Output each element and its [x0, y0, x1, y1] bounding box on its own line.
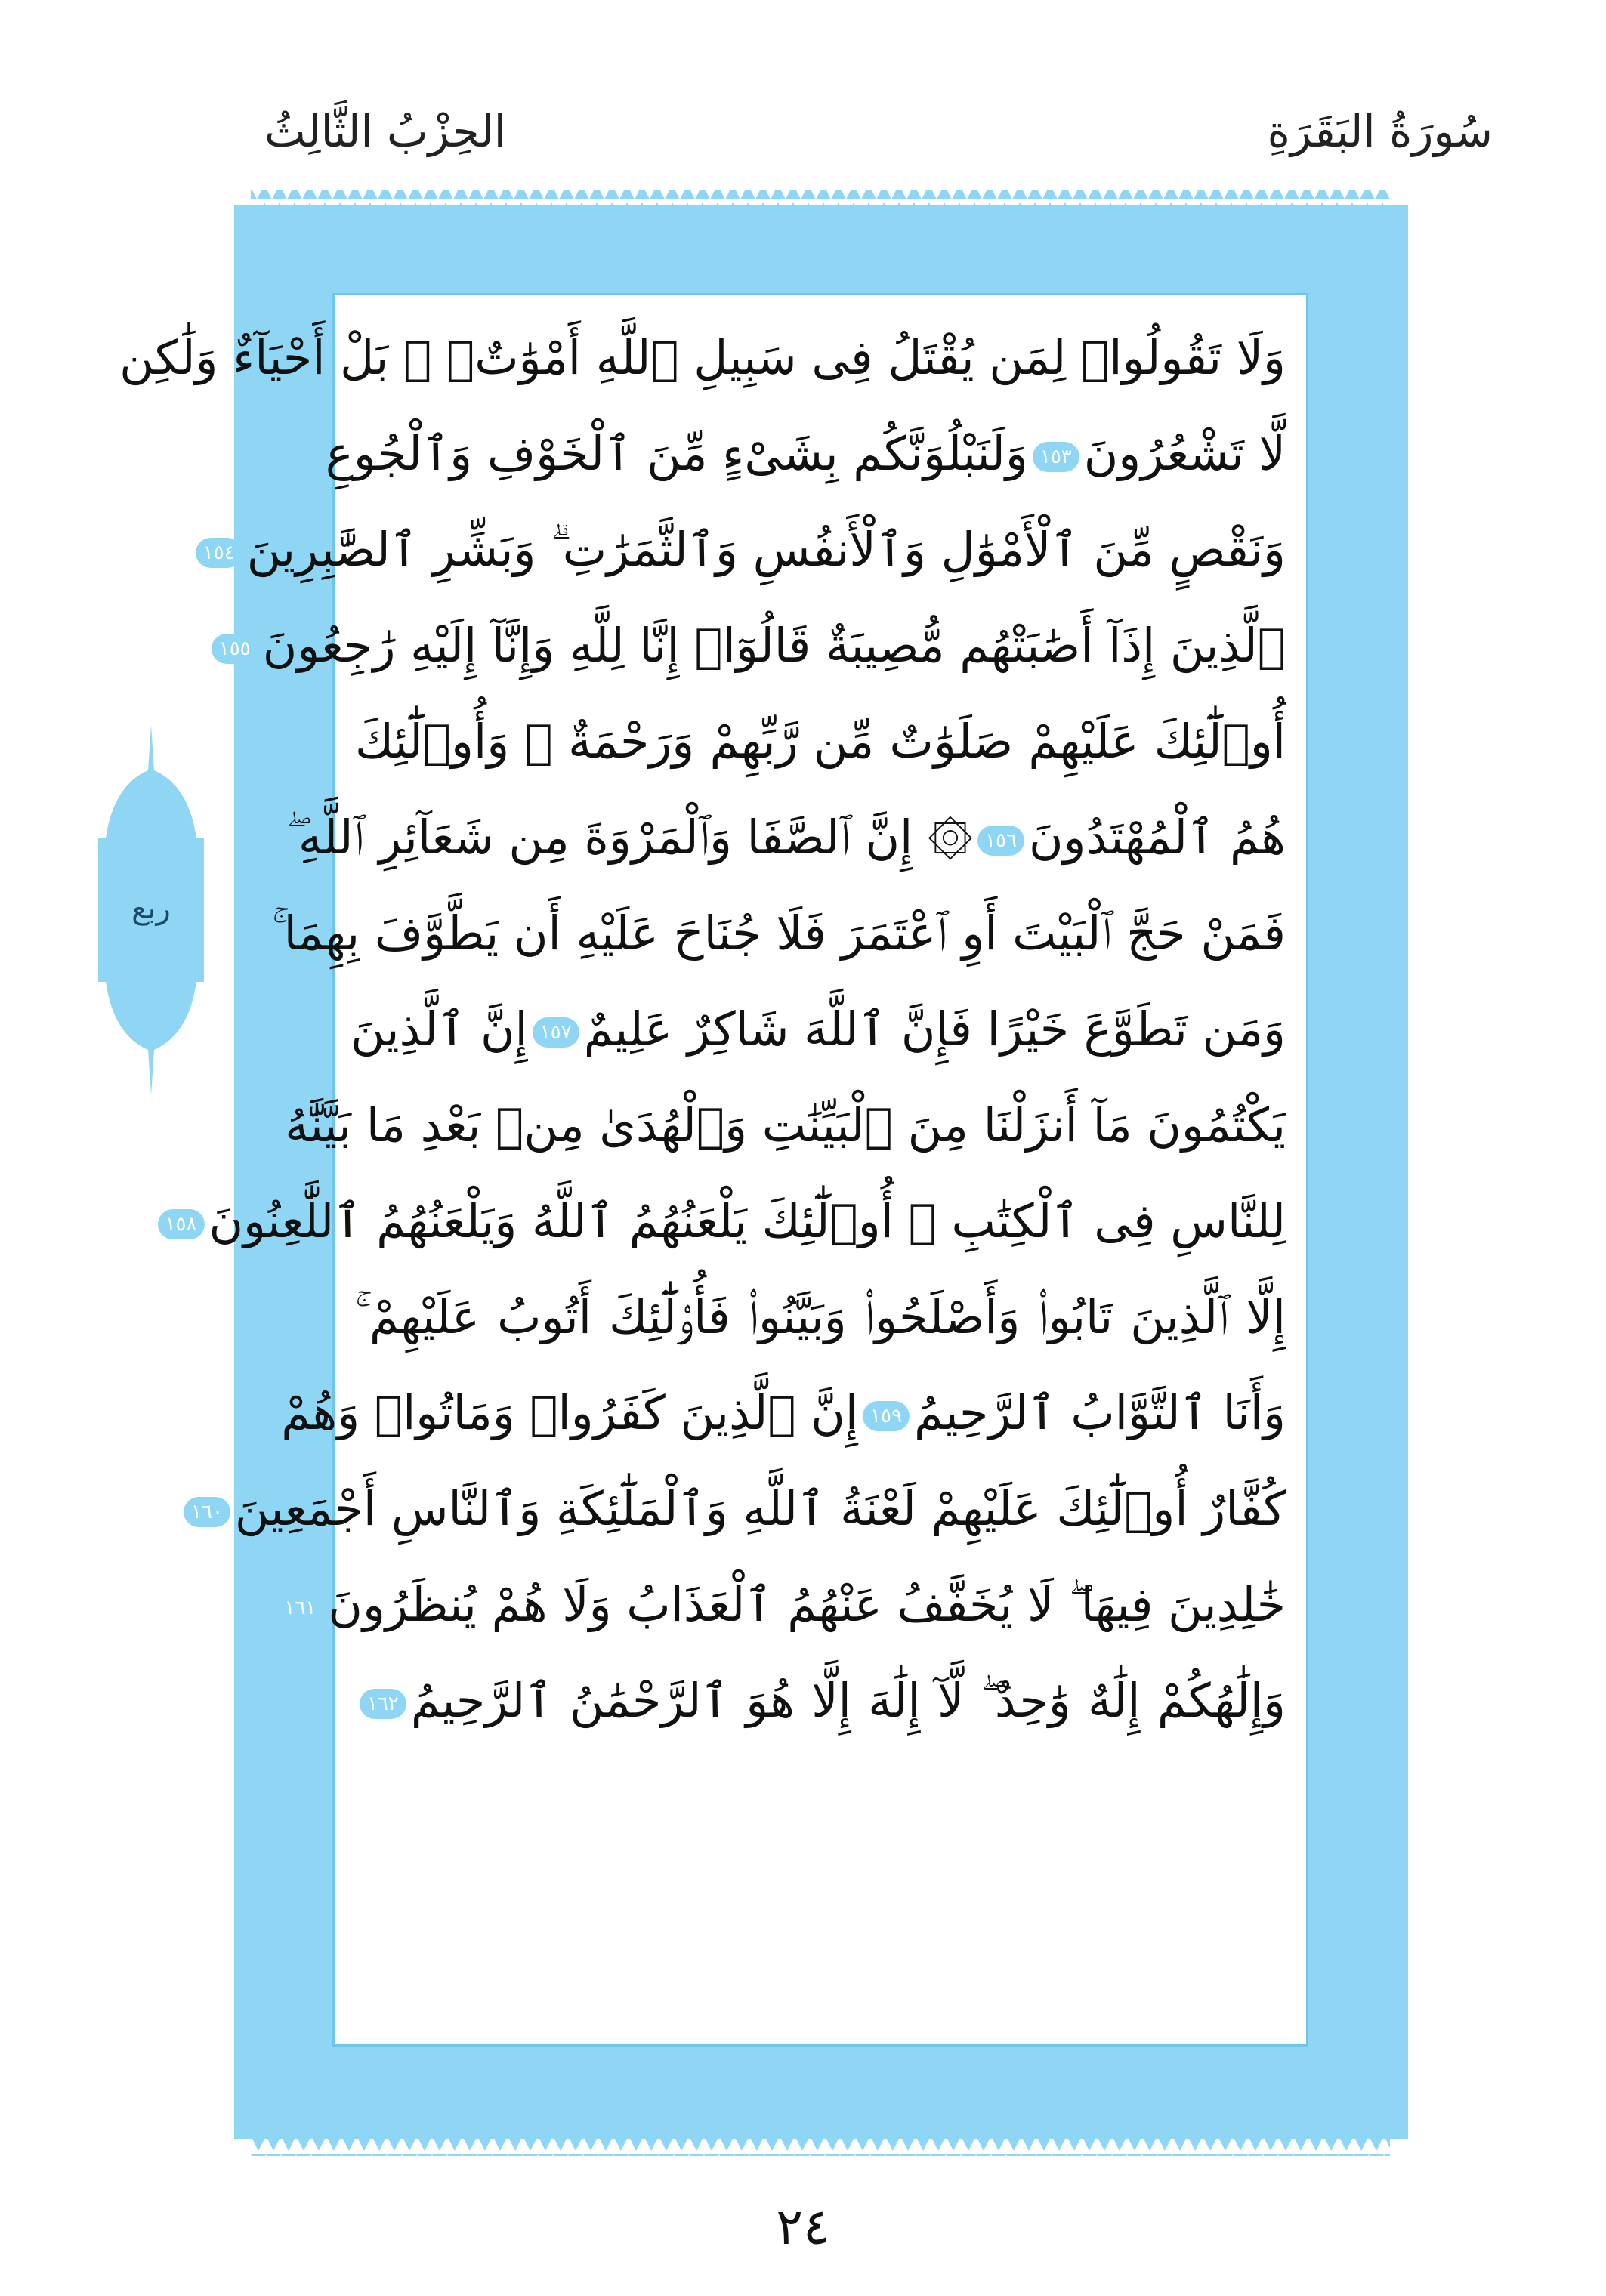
verse-text: وَنَقْصٍ مِّنَ ٱلْأَمْوَٰلِ وَٱلْأَنفُسِ وَٱلثَّمَرَٰتِ ۗ وَبَشِّرِ ٱلصَّٰبِرِينَ — [246, 522, 1286, 577]
ayah-number-marker: ١٥٦ — [977, 826, 1024, 856]
verse-text-continued: وَلَنَبْلُوَنَّكُم بِشَىْءٍ مِّنَ ٱلْخَوْفِ وَٱلْجُوعِ — [325, 426, 1028, 481]
ayah-number-marker: ١٦١ — [277, 1593, 324, 1623]
hizb-title: الحِزْبُ الثَّالِثُ — [264, 106, 506, 157]
verse-text: وَإِلَٰهُكُمْ إِلَٰهٌ وَٰحِدٌ ۖ لَّآ إِلَٰهَ إِلَّا هُوَ ٱلرَّحْمَٰنُ ٱلرَّحِيمُ — [410, 1673, 1286, 1728]
verse-text: وَمَن تَطَوَّعَ خَيْرًا فَإِنَّ ٱللَّهَ شَاكِرٌ عَلِيمٌ — [583, 1001, 1286, 1057]
verse-text: كُفَّارٌ أُو۟لَٰٓئِكَ عَلَيْهِمْ لَعْنَةُ ٱللَّهِ وَٱلْمَلَٰٓئِكَةِ وَٱلنَّاسِ أَجْمَعِينَ — [234, 1481, 1286, 1536]
verse-text: خَٰلِدِينَ فِيهَا ۖ لَا يُخَفَّفُ عَنْهُمُ ٱلْعَذَابُ وَلَا هُمْ يُنظَرُونَ — [328, 1577, 1286, 1632]
rub-marker-label: ربع — [131, 891, 171, 926]
surah-title: سُورَةُ البَقَرَةِ — [1267, 106, 1493, 157]
ayah-number-marker: ١٦٢ — [360, 1689, 406, 1719]
ayah-number-marker: ١٥٣ — [1033, 442, 1079, 472]
verse-text: لِلنَّاسِ فِى ٱلْكِتَٰبِ ۙ أُو۟لَٰٓئِكَ يَلْعَنُهُمُ ٱللَّهُ وَيَلْعَنُهُمُ ٱللَّٰعِنُونَ — [208, 1193, 1286, 1248]
verse-text: أُو۟لَٰٓئِكَ عَلَيْهِمْ صَلَوَٰتٌ مِّن رَّبِّهِمْ وَرَحْمَةٌ ۖ وَأُو۟لَٰٓئِكَ — [355, 714, 1286, 769]
ayah-number-marker: ١٥٧ — [533, 1017, 579, 1048]
verse-text: وَأَنَا ٱلتَّوَّابُ ٱلرَّحِيمُ — [913, 1385, 1286, 1440]
verse-text: إِلَّا ٱلَّذِينَ تَابُوا۟ وَأَصْلَحُوا۟ وَبَيَّنُوا۟ فَأُو۟لَٰٓئِكَ أَتُوبُ عَلَيْهِمْ ۚ — [355, 1289, 1286, 1344]
verse-line — [202, 501, 1286, 597]
verse-text: وَلَا تَقُولُوا۟ لِمَن يُقْتَلُ فِى سَبِيلِ ٱللَّهِ أَمْوَٰتٌۢ ۚ بَلْ أَحْيَآءٌ وَلَٰكِن — [119, 330, 1286, 385]
verse-text-continued: ۞ إِنَّ ٱلصَّفَا وَٱلْمَرْوَةَ مِن شَعَآئِرِ ٱللَّهِ ۖ — [286, 810, 974, 865]
verse-line — [218, 597, 1286, 693]
verse-text: ٱلَّذِينَ إِذَآ أَصَٰبَتْهُم مُّصِيبَةٌ قَالُوٓا۟ إِنَّا لِلَّهِ وَإِنَّآ إِلَيْهِ رَٰجِعُونَ — [262, 618, 1286, 673]
ayah-number-marker: ١٦٠ — [184, 1497, 230, 1527]
verse-text: يَكْتُمُونَ مَآ أَنزَلْنَا مِنَ ٱلْبَيِّنَٰتِ وَٱلْهُدَىٰ مِنۢ بَعْدِ مَا بَيَّنَّٰهُ — [285, 1097, 1286, 1153]
verse-line — [325, 406, 1286, 501]
verse-line — [165, 1173, 1286, 1269]
verse-line — [281, 1365, 1286, 1461]
ayah-number-marker: ١٥٨ — [158, 1209, 205, 1239]
verse-line — [351, 981, 1286, 1077]
verse-text: لَّا تَشْعُرُونَ — [1083, 426, 1286, 481]
ayah-number-marker: ١٥٩ — [863, 1401, 910, 1431]
verse-line — [355, 693, 1286, 789]
verse-line — [286, 789, 1286, 885]
verse-text-continued: إِنَّ ٱلَّذِينَ كَفَرُوا۟ وَمَاتُوا۟ وَهُمْ — [281, 1385, 859, 1440]
page-number: ٢٤ — [776, 2198, 830, 2256]
ayah-number-marker: ١٥٥ — [212, 634, 258, 664]
verse-line — [272, 885, 1286, 981]
verse-line — [355, 1269, 1286, 1365]
verse-line — [119, 310, 1286, 406]
verse-text-continued: إِنَّ ٱلَّذِينَ — [351, 1001, 528, 1057]
verse-line — [355, 1653, 1286, 1748]
verse-text: هُمُ ٱلْمُهْتَدُونَ — [1028, 810, 1286, 865]
verse-line — [285, 1077, 1286, 1173]
verse-line — [191, 1461, 1286, 1557]
verse-line — [284, 1557, 1286, 1653]
ayah-number-marker: ١٥٤ — [196, 538, 242, 568]
verse-text: فَمَنْ حَجَّ ٱلْبَيْتَ أَوِ ٱعْتَمَرَ فَلَا جُنَاحَ عَلَيْهِ أَن يَطَّوَّفَ بِهِمَا ۚ — [272, 906, 1286, 961]
